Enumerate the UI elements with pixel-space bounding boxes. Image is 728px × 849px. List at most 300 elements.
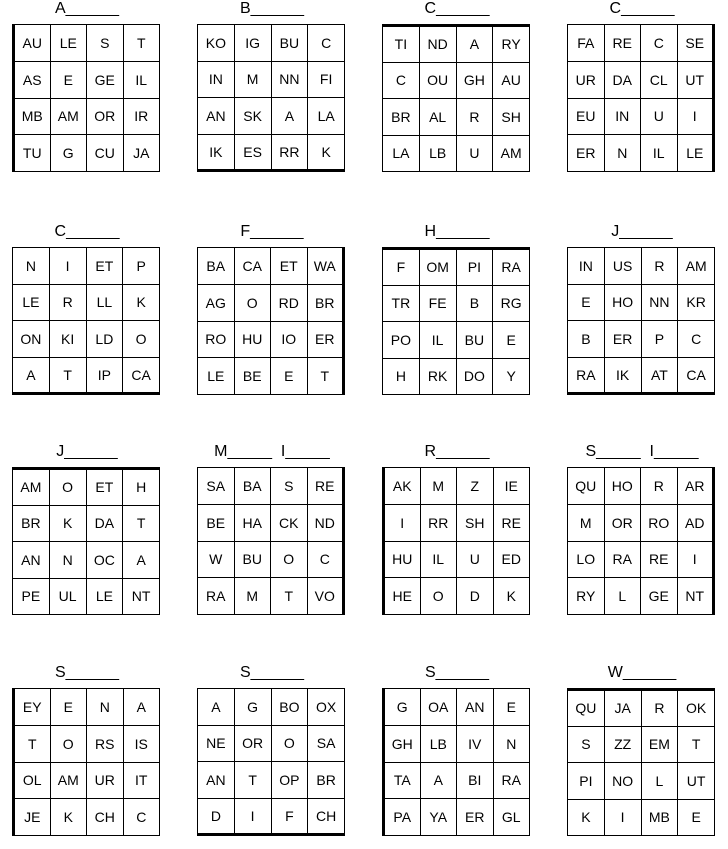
grid-row — [198, 25, 345, 62]
grid-cell[interactable]: K — [49, 505, 86, 542]
grid-row — [568, 248, 715, 285]
grid-row — [14, 762, 160, 799]
grid-cell[interactable]: QU — [568, 468, 605, 505]
grid-cell[interactable]: CH — [87, 799, 124, 836]
grid-row — [384, 799, 530, 836]
grid-cell[interactable]: RY — [568, 578, 605, 615]
grid-cell[interactable]: SE — [677, 25, 714, 62]
grid-cell[interactable]: R — [456, 99, 493, 136]
grid-cell[interactable]: B — [568, 321, 605, 358]
grid-cell[interactable]: M — [234, 61, 271, 98]
puzzle-title: A______ — [54, 0, 120, 17]
grid-cell[interactable]: IE — [493, 468, 530, 505]
grid-cell[interactable]: I — [677, 98, 714, 135]
grid-cell[interactable]: OR — [604, 504, 641, 541]
grid-cell[interactable]: N — [49, 542, 86, 579]
grid-cell[interactable]: LE — [677, 135, 714, 172]
grid-cell[interactable]: LA — [308, 98, 345, 135]
grid-cell[interactable]: N — [493, 725, 530, 762]
grid-cell[interactable]: K — [493, 578, 530, 615]
grid-cell[interactable]: ZZ — [604, 726, 641, 763]
grid-cell[interactable]: K — [308, 134, 345, 171]
puzzle-title: C______ — [424, 0, 490, 17]
grid-cell[interactable]: IL — [420, 541, 457, 578]
grid-cell[interactable]: EM — [641, 726, 678, 763]
grid-cell[interactable]: EY — [14, 689, 51, 726]
grid-cell[interactable]: O — [123, 321, 160, 358]
grid-row — [198, 468, 344, 505]
grid-cell[interactable]: O — [271, 725, 308, 762]
grid-cell[interactable]: OU — [419, 62, 456, 99]
grid-cell[interactable]: AN — [198, 98, 235, 135]
grid-cell[interactable]: BU — [234, 541, 271, 578]
grid-cell[interactable]: IP — [86, 357, 123, 394]
grid-cell[interactable]: FI — [308, 61, 345, 98]
grid-cell[interactable]: LL — [86, 284, 123, 321]
grid-cell[interactable]: RS — [87, 725, 124, 762]
grid-cell[interactable]: AN — [457, 689, 494, 726]
grid-cell[interactable]: A — [420, 762, 457, 799]
grid-cell[interactable]: N — [87, 689, 124, 726]
grid-cell[interactable]: CA — [678, 357, 715, 394]
grid-cell[interactable]: EU — [568, 98, 605, 135]
grid-row — [383, 62, 530, 99]
grid-cell[interactable]: N — [604, 135, 641, 172]
grid-cell[interactable]: RO — [198, 321, 235, 358]
grid-cell[interactable]: RR — [271, 134, 308, 171]
grid-cell[interactable]: F — [383, 249, 420, 286]
grid-cell[interactable]: KI — [49, 321, 86, 358]
grid-cell[interactable]: CA — [123, 357, 160, 394]
grid-cell[interactable]: ER — [307, 321, 344, 358]
grid-cell[interactable]: I — [677, 541, 714, 578]
grid-cell[interactable]: MB — [641, 799, 678, 836]
grid-cell[interactable]: RG — [493, 285, 530, 322]
grid-cell[interactable]: ER — [568, 135, 605, 172]
grid-cell[interactable]: UR — [568, 61, 605, 98]
grid-cell[interactable]: W — [198, 541, 235, 578]
grid-cell[interactable]: FE — [419, 285, 456, 322]
grid-cell[interactable]: IN — [198, 61, 235, 98]
letter-grid — [197, 247, 345, 395]
grid-cell[interactable]: PO — [383, 322, 420, 359]
grid-cell[interactable]: I — [604, 799, 641, 836]
grid-cell[interactable]: S — [568, 726, 605, 763]
grid-cell[interactable]: OC — [86, 542, 123, 579]
grid-cell[interactable]: AM — [13, 469, 50, 506]
grid-cell[interactable]: GE — [641, 578, 678, 615]
grid-cell[interactable]: T — [234, 762, 271, 799]
grid-cell[interactable]: RE — [604, 25, 641, 62]
grid-cell[interactable]: E — [493, 322, 530, 359]
grid-cell[interactable]: PI — [568, 763, 605, 800]
grid-cell[interactable]: AN — [198, 762, 235, 799]
grid-cell[interactable]: AU — [14, 25, 51, 62]
grid-row — [13, 578, 160, 615]
grid-cell[interactable]: HO — [604, 284, 641, 321]
letter-grid — [197, 688, 345, 836]
grid-cell[interactable]: K — [568, 799, 605, 836]
grid-cell[interactable]: C — [383, 62, 420, 99]
grid-cell[interactable]: ER — [604, 321, 641, 358]
grid-cell[interactable]: R — [641, 690, 678, 727]
grid-cell[interactable]: OA — [420, 689, 457, 726]
grid-cell[interactable]: K — [123, 284, 160, 321]
letter-grid — [567, 688, 715, 836]
grid-cell[interactable]: BR — [307, 284, 344, 321]
grid-cell[interactable]: A — [456, 26, 493, 63]
grid-cell[interactable]: DA — [604, 61, 641, 98]
grid-cell[interactable]: O — [50, 725, 87, 762]
grid-cell[interactable]: M — [568, 504, 605, 541]
grid-cell[interactable]: P — [641, 321, 678, 358]
grid-cell[interactable]: MB — [14, 98, 51, 135]
grid-cell[interactable]: LB — [420, 725, 457, 762]
grid-cell[interactable]: OL — [14, 762, 51, 799]
grid-cell[interactable]: CL — [641, 61, 678, 98]
grid-cell[interactable]: TI — [383, 26, 420, 63]
grid-cell[interactable]: AT — [641, 357, 678, 394]
grid-cell[interactable]: FA — [568, 25, 605, 62]
grid-cell[interactable]: S — [87, 25, 124, 62]
grid-cell[interactable]: AM — [678, 248, 715, 285]
grid-cell[interactable]: ET — [86, 469, 123, 506]
grid-cell[interactable]: T — [678, 726, 715, 763]
grid-cell[interactable]: RA — [604, 541, 641, 578]
grid-cell[interactable]: M — [234, 578, 271, 615]
letter-grid — [382, 688, 530, 836]
grid-cell[interactable]: AM — [50, 762, 87, 799]
grid-cell[interactable]: GH — [456, 62, 493, 99]
grid-cell[interactable]: C — [307, 541, 344, 578]
grid-cell[interactable]: D — [457, 578, 494, 615]
letter-grid — [12, 688, 160, 836]
grid-cell[interactable]: L — [604, 578, 641, 615]
grid-cell[interactable]: SH — [493, 99, 530, 136]
grid-cell[interactable]: IL — [419, 322, 456, 359]
grid-cell[interactable]: RK — [419, 358, 456, 395]
grid-cell[interactable]: RA — [568, 357, 605, 394]
grid-cell[interactable]: I — [384, 504, 421, 541]
grid-cell[interactable]: T — [123, 505, 160, 542]
grid-cell[interactable]: ET — [86, 248, 123, 285]
grid-cell[interactable]: TA — [384, 762, 421, 799]
grid-cell[interactable]: RA — [493, 762, 530, 799]
grid-row — [384, 689, 530, 726]
grid-row — [568, 321, 715, 358]
grid-cell[interactable]: DA — [86, 505, 123, 542]
grid-cell[interactable]: N — [13, 248, 50, 285]
grid-cell[interactable]: JE — [14, 799, 51, 836]
puzzle-title: C______ — [609, 0, 675, 17]
grid-cell[interactable]: KO — [198, 25, 235, 62]
grid-cell[interactable]: RO — [641, 504, 678, 541]
grid-cell[interactable]: VO — [307, 578, 344, 615]
grid-cell[interactable]: B — [456, 285, 493, 322]
grid-cell[interactable]: WA — [307, 248, 344, 285]
grid-cell[interactable]: GH — [384, 725, 421, 762]
grid-cell[interactable]: BR — [13, 505, 50, 542]
grid-cell[interactable]: O — [49, 469, 86, 506]
grid-cell[interactable]: OR — [234, 725, 271, 762]
grid-cell[interactable]: RE — [493, 504, 530, 541]
grid-cell[interactable]: NN — [271, 61, 308, 98]
grid-cell[interactable]: BA — [234, 468, 271, 505]
grid-cell[interactable]: IR — [123, 98, 160, 135]
grid-cell[interactable]: RD — [271, 284, 308, 321]
grid-cell[interactable]: C — [123, 799, 160, 836]
grid-cell[interactable]: ES — [234, 134, 271, 171]
grid-cell[interactable]: BU — [456, 322, 493, 359]
grid-cell[interactable]: ER — [457, 799, 494, 836]
grid-cell[interactable]: G — [50, 135, 87, 172]
grid-cell[interactable]: NO — [604, 763, 641, 800]
grid-cell[interactable]: ND — [307, 504, 344, 541]
letter-grid — [12, 24, 160, 172]
grid-row — [13, 357, 160, 394]
grid-row — [383, 99, 530, 136]
grid-cell[interactable]: CU — [87, 135, 124, 172]
grid-cell[interactable]: RA — [198, 578, 235, 615]
grid-cell[interactable]: AM — [50, 98, 87, 135]
grid-cell[interactable]: A — [198, 689, 235, 726]
grid-cell[interactable]: Z — [457, 468, 494, 505]
grid-cell[interactable]: R — [49, 284, 86, 321]
grid-cell[interactable]: BE — [198, 504, 235, 541]
grid-cell[interactable]: IL — [123, 61, 160, 98]
grid-cell[interactable]: AM — [493, 135, 530, 172]
grid-cell[interactable]: LE — [86, 578, 123, 615]
grid-cell[interactable]: AU — [493, 62, 530, 99]
grid-row — [14, 725, 160, 762]
grid-cell[interactable]: GE — [87, 61, 124, 98]
grid-cell[interactable]: HA — [234, 504, 271, 541]
grid-row — [568, 357, 715, 394]
grid-cell[interactable]: GL — [493, 799, 530, 836]
letter-grid — [567, 467, 715, 615]
grid-cell[interactable]: CA — [234, 248, 271, 285]
grid-row — [568, 468, 714, 505]
grid-cell[interactable]: LB — [419, 135, 456, 172]
grid-cell[interactable]: OX — [308, 689, 345, 726]
grid-row — [198, 284, 344, 321]
grid-cell[interactable]: PA — [384, 799, 421, 836]
grid-cell[interactable]: NT — [123, 578, 160, 615]
grid-cell[interactable]: HE — [384, 578, 421, 615]
grid-cell[interactable]: BA — [198, 248, 235, 285]
grid-cell[interactable]: RE — [641, 541, 678, 578]
grid-cell[interactable]: AD — [677, 504, 714, 541]
grid-cell[interactable]: RA — [493, 249, 530, 286]
grid-cell[interactable]: SH — [457, 504, 494, 541]
grid-cell[interactable]: U — [456, 135, 493, 172]
grid-cell[interactable]: AK — [384, 468, 421, 505]
grid-cell[interactable]: YA — [420, 799, 457, 836]
grid-cell[interactable]: RY — [493, 26, 530, 63]
grid-cell[interactable]: E — [271, 358, 308, 395]
grid-cell[interactable]: LO — [568, 541, 605, 578]
grid-cell[interactable]: R — [641, 468, 678, 505]
grid-cell[interactable]: G — [234, 689, 271, 726]
grid-cell[interactable]: D — [198, 798, 235, 835]
grid-cell[interactable]: C — [308, 25, 345, 62]
grid-cell[interactable]: E — [493, 689, 530, 726]
grid-cell[interactable]: BR — [308, 762, 345, 799]
grid-cell[interactable]: AG — [198, 284, 235, 321]
grid-cell[interactable]: HO — [604, 468, 641, 505]
grid-cell[interactable]: NE — [198, 725, 235, 762]
grid-cell[interactable]: ND — [419, 26, 456, 63]
grid-cell[interactable]: IL — [641, 135, 678, 172]
grid-cell[interactable]: BU — [271, 25, 308, 62]
grid-cell[interactable]: SK — [234, 98, 271, 135]
grid-cell[interactable]: IK — [604, 357, 641, 394]
grid-cell[interactable]: RE — [307, 468, 344, 505]
grid-cell[interactable]: UL — [49, 578, 86, 615]
grid-cell[interactable]: E — [50, 61, 87, 98]
grid-cell[interactable]: NN — [641, 284, 678, 321]
grid-cell[interactable]: T — [271, 578, 308, 615]
grid-cell[interactable]: I — [49, 248, 86, 285]
grid-cell[interactable]: H — [383, 358, 420, 395]
grid-cell[interactable]: E — [50, 689, 87, 726]
grid-cell[interactable]: OK — [678, 690, 715, 727]
grid-cell[interactable]: G — [384, 689, 421, 726]
grid-cell[interactable]: P — [123, 248, 160, 285]
grid-cell[interactable]: PE — [13, 578, 50, 615]
puzzle-title: S______ — [54, 664, 120, 681]
grid-cell[interactable]: TR — [383, 285, 420, 322]
grid-cell[interactable]: CK — [271, 504, 308, 541]
grid-cell[interactable]: NT — [677, 578, 714, 615]
grid-cell[interactable]: ED — [493, 541, 530, 578]
grid-row — [198, 61, 345, 98]
grid-cell[interactable]: O — [271, 541, 308, 578]
grid-cell[interactable]: IN — [604, 98, 641, 135]
grid-cell[interactable]: BE — [234, 358, 271, 395]
grid-cell[interactable]: ET — [271, 248, 308, 285]
grid-cell[interactable]: L — [641, 763, 678, 800]
grid-row — [14, 135, 160, 172]
grid-cell[interactable]: T — [49, 357, 86, 394]
grid-cell[interactable]: OM — [419, 249, 456, 286]
letter-grid — [567, 247, 715, 395]
grid-cell[interactable]: HU — [234, 321, 271, 358]
grid-cell[interactable]: LD — [86, 321, 123, 358]
grid-cell[interactable]: I — [234, 798, 271, 835]
grid-cell[interactable]: A — [271, 98, 308, 135]
grid-row — [568, 135, 714, 172]
grid-cell[interactable]: IG — [234, 25, 271, 62]
grid-row — [198, 798, 345, 835]
grid-cell[interactable]: U — [641, 98, 678, 135]
grid-cell[interactable]: OR — [87, 98, 124, 135]
grid-cell[interactable]: O — [420, 578, 457, 615]
grid-cell[interactable]: RR — [420, 504, 457, 541]
grid-cell[interactable]: AR — [677, 468, 714, 505]
letter-grid — [12, 467, 160, 615]
grid-cell[interactable]: AL — [419, 99, 456, 136]
grid-cell[interactable]: LE — [198, 358, 235, 395]
grid-cell[interactable]: C — [678, 321, 715, 358]
grid-cell[interactable]: O — [234, 284, 271, 321]
grid-cell[interactable]: UT — [677, 61, 714, 98]
grid-row — [14, 799, 160, 836]
grid-cell[interactable]: E — [568, 284, 605, 321]
grid-cell[interactable]: US — [604, 248, 641, 285]
grid-cell[interactable]: BO — [271, 689, 308, 726]
grid-cell[interactable]: BI — [457, 762, 494, 799]
grid-cell[interactable]: F — [271, 798, 308, 835]
grid-cell[interactable]: PI — [456, 249, 493, 286]
grid-cell[interactable]: T — [14, 725, 51, 762]
grid-cell[interactable]: SA — [308, 725, 345, 762]
grid-cell[interactable]: CH — [308, 798, 345, 835]
grid-cell[interactable]: SA — [198, 468, 235, 505]
grid-cell[interactable]: AN — [13, 542, 50, 579]
grid-row — [198, 578, 344, 615]
grid-cell[interactable]: IS — [123, 725, 160, 762]
grid-cell[interactable]: E — [678, 799, 715, 836]
grid-cell[interactable]: LA — [383, 135, 420, 172]
grid-cell[interactable]: AS — [14, 61, 51, 98]
grid-cell[interactable]: U — [457, 541, 494, 578]
grid-cell[interactable]: LE — [50, 25, 87, 62]
letter-grid — [382, 24, 530, 172]
grid-cell[interactable]: IO — [271, 321, 308, 358]
grid-cell[interactable]: JA — [604, 690, 641, 727]
grid-row — [198, 321, 344, 358]
grid-cell[interactable]: JA — [123, 135, 160, 172]
grid-cell[interactable]: KR — [678, 284, 715, 321]
grid-cell[interactable]: OP — [271, 762, 308, 799]
grid-cell[interactable]: M — [420, 468, 457, 505]
grid-cell[interactable]: IK — [198, 134, 235, 171]
grid-row — [198, 541, 344, 578]
grid-cell[interactable]: A — [123, 542, 160, 579]
grid-cell[interactable]: IV — [457, 725, 494, 762]
puzzle-title: W______ — [607, 664, 677, 681]
grid-cell[interactable]: UT — [678, 763, 715, 800]
grid-cell[interactable]: H — [123, 469, 160, 506]
grid-cell[interactable]: HU — [384, 541, 421, 578]
grid-cell[interactable]: QU — [568, 690, 605, 727]
grid-row — [198, 98, 345, 135]
grid-cell[interactable]: K — [50, 799, 87, 836]
grid-row — [13, 469, 160, 506]
grid-cell[interactable]: C — [641, 25, 678, 62]
grid-row — [198, 358, 344, 395]
grid-cell[interactable]: UR — [87, 762, 124, 799]
grid-row — [384, 468, 530, 505]
grid-cell[interactable]: R — [641, 248, 678, 285]
grid-row — [384, 725, 530, 762]
grid-cell[interactable]: BR — [383, 99, 420, 136]
grid-cell[interactable]: TU — [14, 135, 51, 172]
letter-grid — [197, 467, 345, 615]
grid-cell[interactable]: LE — [13, 284, 50, 321]
grid-cell[interactable]: S — [271, 468, 308, 505]
grid-cell[interactable]: IN — [568, 248, 605, 285]
grid-cell[interactable]: T — [307, 358, 344, 395]
grid-cell[interactable]: IT — [123, 762, 160, 799]
grid-cell[interactable]: A — [123, 689, 160, 726]
grid-cell[interactable]: ON — [13, 321, 50, 358]
grid-cell[interactable]: Y — [493, 358, 530, 395]
grid-cell[interactable]: T — [123, 25, 160, 62]
grid-cell[interactable]: A — [13, 357, 50, 394]
grid-cell[interactable]: DO — [456, 358, 493, 395]
